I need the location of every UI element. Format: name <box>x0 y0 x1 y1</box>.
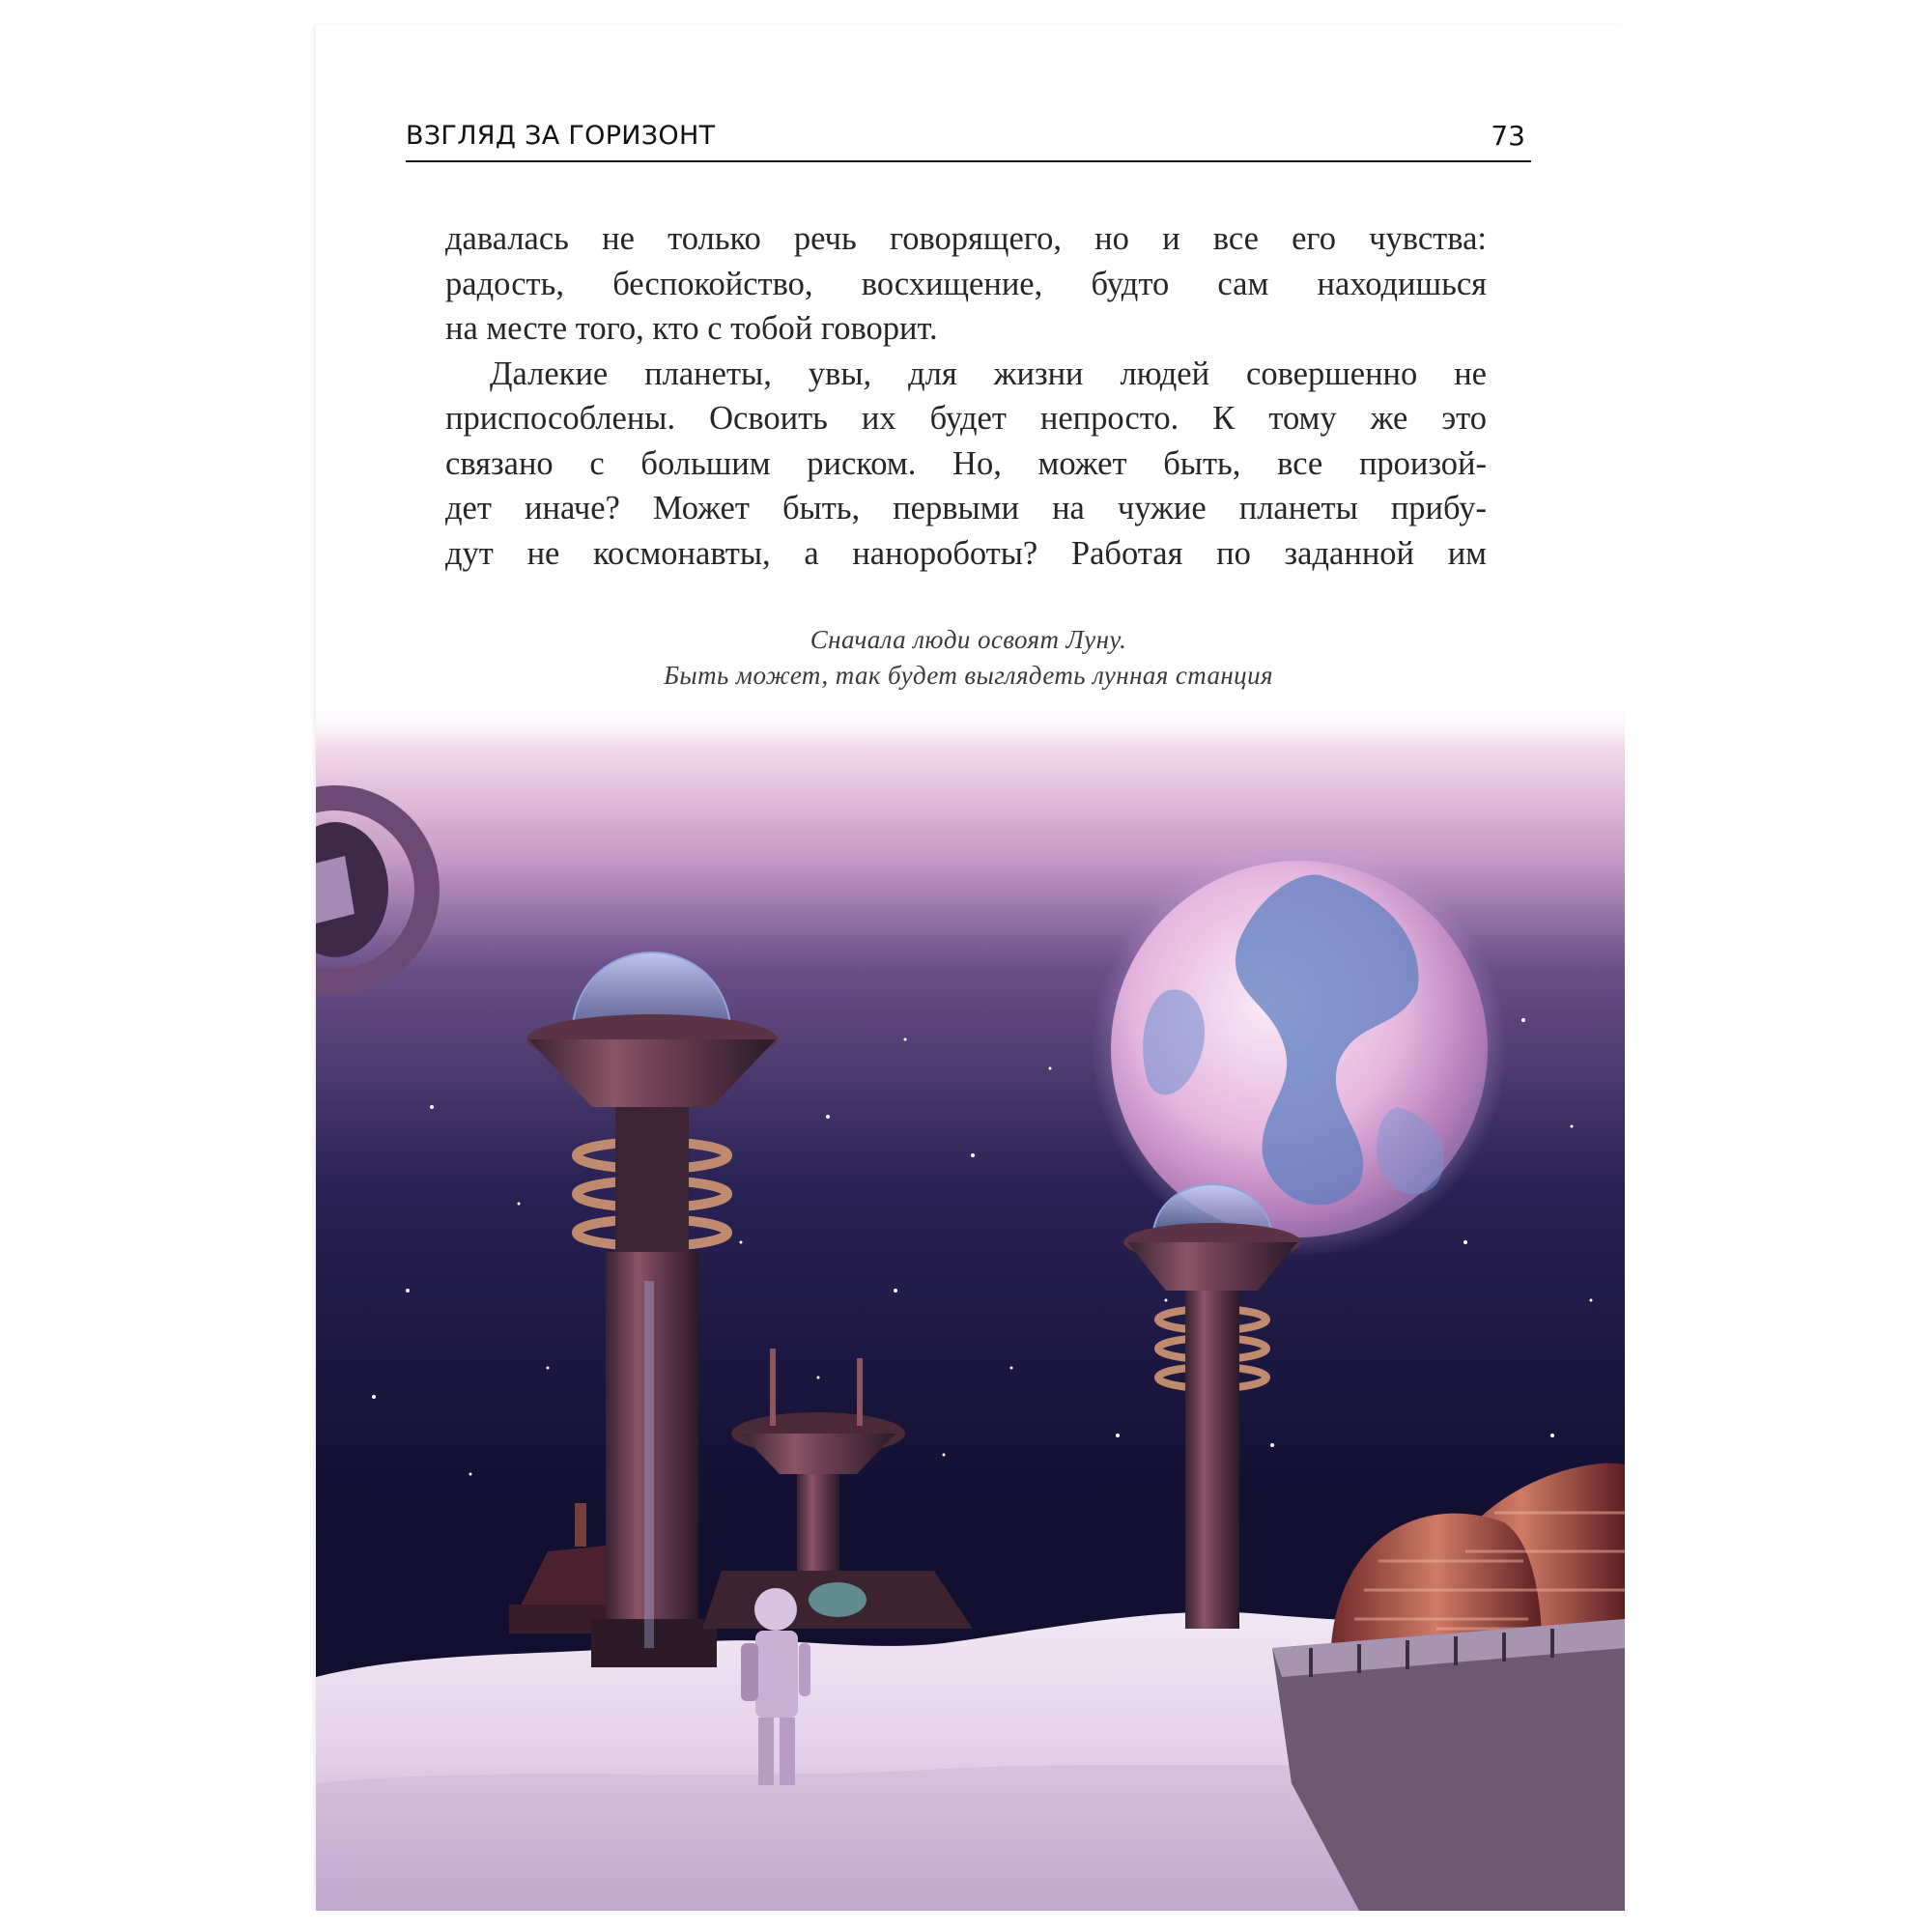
body-line: радость, беспокойство, восхищение, будто сам находишься <box>445 265 1487 302</box>
caption-line: Быть может, так будет выглядеть лунная станция <box>664 661 1273 690</box>
body-line: на месте того, кто с тобой говорит. <box>445 310 938 347</box>
book-page <box>316 25 1625 1911</box>
caption-line: Сначала люди освоят Луну. <box>810 625 1127 654</box>
running-header <box>406 118 1531 162</box>
body-line: давалась не только речь говорящего, но и все его чувства: <box>445 220 1487 257</box>
illustration-svg <box>316 701 1625 1911</box>
figure-caption <box>406 622 1531 694</box>
page-number: 73 <box>1491 120 1525 152</box>
body-line: связано с большим риском. Но, может быть, все произой- <box>445 444 1487 482</box>
body-text <box>445 216 1487 576</box>
lunar-station-illustration <box>316 701 1625 1911</box>
body-line: дут не космонавты, а нанороботы? Работая по заданной им <box>445 534 1487 572</box>
body-line: Далекие планеты, увы, для жизни людей совершенно не <box>490 355 1487 392</box>
running-title: ВЗГЛЯД ЗА ГОРИЗОНТ <box>406 121 716 151</box>
body-line: дет иначе? Может быть, первыми на чужие планеты прибу- <box>445 490 1487 526</box>
earth-planet <box>1092 841 1507 1257</box>
body-line: приспособлены. Освоить их будет непросто. К тому же это <box>445 400 1487 437</box>
